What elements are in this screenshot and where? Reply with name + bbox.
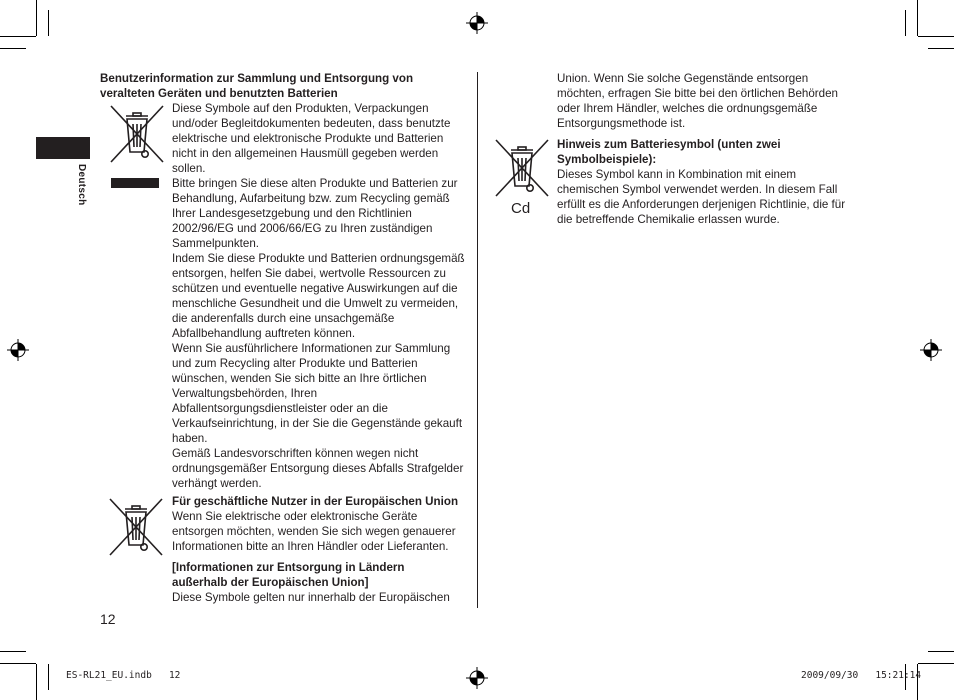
crop-mark bbox=[48, 10, 49, 36]
crop-mark bbox=[0, 663, 36, 664]
registration-mark-icon bbox=[7, 339, 29, 361]
paragraph: Gemäß Landesvorschriften können wegen nicht ordnungsgemäßer Entsorgung dieses Abfalls Strafgelder verhängt werden. bbox=[172, 447, 464, 490]
crop-mark bbox=[905, 10, 906, 36]
crop-mark bbox=[928, 651, 954, 652]
paragraph: Bitte bringen Sie diese alten Produkte und Batterien zur Behandlung, Aufarbeitung bzw. zum Recycling gemäß Ihrer Landesgesetzgebung und den Richtlinien 2002/96/EG und 2006/66/EG zu Ihren zuständigen Sammelpunkten. bbox=[172, 177, 458, 250]
business-users-section bbox=[172, 494, 470, 605]
crop-mark bbox=[918, 36, 954, 37]
battery-heading: Hinweis zum Batteriesymbol (unten zwei Symbolbeispiele): bbox=[557, 138, 781, 166]
crop-mark bbox=[48, 664, 49, 690]
right-body-text bbox=[557, 71, 849, 227]
crop-mark bbox=[928, 48, 954, 49]
registration-mark-icon bbox=[466, 667, 488, 689]
paragraph: Wenn Sie ausführlichere Informationen zur Sammlung und zum Recycling alter Produkte und Batterien wünschen, wenden Sie sich bitte an Ihre örtlichen Verwaltungsbehörden, Ihren Abfallentsorgungsdienstleister oder an die Verkaufseinrichtung, in der Sie die Gegenstände gekauft haben. bbox=[172, 342, 463, 445]
crop-mark bbox=[0, 36, 36, 37]
crop-mark bbox=[0, 651, 26, 652]
outside-eu-text: Diese Symbole gelten nur innerhalb der Europäischen bbox=[172, 591, 450, 604]
crop-mark bbox=[36, 0, 37, 36]
column-divider bbox=[477, 72, 478, 608]
chemical-symbol-label: Cd bbox=[511, 200, 531, 217]
crop-mark bbox=[0, 48, 26, 49]
crossed-out-wheelie-bin-icon bbox=[108, 497, 164, 557]
outside-eu-heading: [Informationen zur Entsorgung in Ländern außerhalb der Europäischen Union] bbox=[172, 561, 405, 589]
crop-mark bbox=[36, 664, 37, 700]
crossed-out-wheelie-bin-icon bbox=[494, 138, 550, 198]
continuation-text: Union. Wenn Sie solche Gegenstände entsorgen möchten, erfragen Sie bitte bei den örtlichen Behörden oder Ihrem Händler, welches die ordnungsgemäße Entsorgungsmethode ist. bbox=[557, 72, 839, 130]
paragraph: Indem Sie diese Produkte und Batterien ordnungsgemäß entsorgen, helfen Sie dabei, wertvolle Ressourcen zu schützen und eventuelle negative Auswirkungen auf die menschliche Gesundheit und die Umwelt zu vermeiden, die anderenfalls durch eine unsachgemäße Abfallbehandlung auftreten können. bbox=[172, 252, 465, 340]
battery-text: Dieses Symbol kann in Kombination mit einem chemischen Symbol verwendet werden. In diesem Fall erfüllt es die Anforderungen derjenigen Richtlinie, die für die betreffende Chemikalie erlassen wurde. bbox=[557, 168, 846, 226]
section-heading: Benutzerinformation zur Sammlung und Entsorgung von veralteten Geräten und benutzten Batterien bbox=[100, 72, 414, 100]
left-body-text bbox=[172, 101, 468, 491]
language-tab-bar bbox=[36, 137, 90, 159]
file-slug: ES-RL21_EU.indb 12 bbox=[66, 670, 181, 681]
print-timestamp: 2009/09/30 15:21:14 bbox=[801, 670, 922, 681]
section-marker-bar bbox=[111, 178, 159, 188]
registration-mark-icon bbox=[466, 12, 488, 34]
crop-mark bbox=[918, 663, 954, 664]
business-text: Wenn Sie elektrische oder elektronische Geräte entsorgen möchten, wenden Sie sich wegen genauerer Informationen bitte an Ihren Händler oder Lieferanten. bbox=[172, 510, 456, 553]
registration-mark-icon bbox=[920, 339, 942, 361]
crop-mark bbox=[917, 0, 918, 36]
business-heading: Für geschäftliche Nutzer in der Europäischen Union bbox=[172, 495, 459, 508]
crossed-out-wheelie-bin-icon bbox=[109, 104, 165, 164]
paragraph: Diese Symbole auf den Produkten, Verpackungen und/oder Begleitdokumenten bedeuten, dass benutzte elektrische und elektronische Produkte und Batterien nicht in den allgemeinen Hausmüll gegeben werden sollen. bbox=[172, 102, 451, 175]
language-label: Deutsch bbox=[76, 164, 87, 206]
page-number: 12 bbox=[100, 611, 116, 627]
